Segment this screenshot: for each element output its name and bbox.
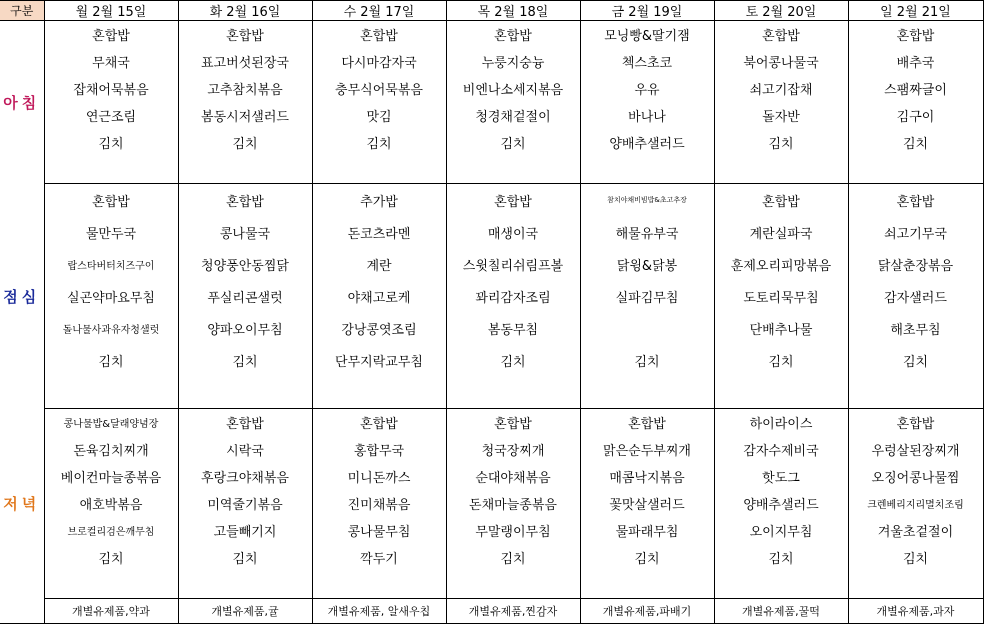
lunch-row xyxy=(0,280,983,312)
menu-item-dinner-tue: 후랑크야채볶음 xyxy=(178,463,312,490)
menu-item-lunch-tue: 콩나물국 xyxy=(178,216,312,248)
menu-item-lunch-fri: 참치야채비빔밥&초고추장 xyxy=(580,184,714,217)
menu-item-breakfast-thu: 청경채겉절이 xyxy=(446,102,580,129)
menu-item-dinner-wed: 진미채볶음 xyxy=(312,490,446,517)
lunch-row xyxy=(0,248,983,280)
day-header-tue: 화 2월 16일 xyxy=(178,1,312,21)
menu-item-dinner-fri: 맑은순두부찌개 xyxy=(580,436,714,463)
menu-item-dinner-tue: 고들빼기지 xyxy=(178,517,312,544)
menu-item-breakfast-mon xyxy=(44,156,178,184)
menu-item-dinner-thu xyxy=(446,571,580,599)
menu-item-breakfast-fri: 바나나 xyxy=(580,102,714,129)
menu-item-dinner-sat: 양배추샐러드 xyxy=(714,490,848,517)
menu-item-dinner-sun: 혼합밥 xyxy=(848,409,983,437)
menu-item-breakfast-sun: 김치 xyxy=(848,129,983,156)
menu-item-dinner-tue: 미역줄기볶음 xyxy=(178,490,312,517)
menu-item-lunch-mon: 김치 xyxy=(44,344,178,376)
menu-item-breakfast-thu xyxy=(446,156,580,184)
menu-item-breakfast-tue: 봄동시저샐러드 xyxy=(178,102,312,129)
day-header-mon: 월 2월 15일 xyxy=(44,1,178,21)
menu-item-dinner-wed: 혼합밥 xyxy=(312,409,446,437)
menu-item-breakfast-wed xyxy=(312,156,446,184)
menu-item-lunch-wed xyxy=(312,376,446,409)
menu-item-breakfast-fri: 우유 xyxy=(580,75,714,102)
menu-item-breakfast-fri: 양배추샐러드 xyxy=(580,129,714,156)
menu-item-breakfast-mon: 연근조림 xyxy=(44,102,178,129)
menu-item-lunch-thu xyxy=(446,376,580,409)
menu-item-breakfast-thu: 김치 xyxy=(446,129,580,156)
menu-item-breakfast-tue: 혼합밥 xyxy=(178,21,312,49)
snack-item-thu: 개별유제품,찐감자 xyxy=(446,599,580,624)
menu-item-breakfast-sun: 스팸짜글이 xyxy=(848,75,983,102)
menu-item-dinner-wed: 홍합무국 xyxy=(312,436,446,463)
menu-item-lunch-thu: 꽈리감자조림 xyxy=(446,280,580,312)
menu-item-breakfast-thu: 누룽지숭늉 xyxy=(446,48,580,75)
menu-item-lunch-tue: 청양풍안동찜닭 xyxy=(178,248,312,280)
menu-item-dinner-sat xyxy=(714,571,848,599)
menu-item-dinner-thu: 청국장찌개 xyxy=(446,436,580,463)
menu-item-lunch-fri: 김치 xyxy=(580,344,714,376)
dinner-label: 저녁 xyxy=(0,409,44,599)
snack-row-label xyxy=(0,599,44,624)
menu-item-dinner-sat: 김치 xyxy=(714,544,848,571)
menu-item-lunch-mon: 물만두국 xyxy=(44,216,178,248)
menu-item-breakfast-tue: 김치 xyxy=(178,129,312,156)
menu-item-lunch-fri: 닭윙&닭봉 xyxy=(580,248,714,280)
snack-item-sun: 개별유제품,과자 xyxy=(848,599,983,624)
menu-item-lunch-sat: 김치 xyxy=(714,344,848,376)
menu-item-lunch-thu: 김치 xyxy=(446,344,580,376)
menu-item-dinner-sun: 김치 xyxy=(848,544,983,571)
lunch-row xyxy=(0,344,983,376)
snack-row xyxy=(0,599,983,624)
menu-item-dinner-mon: 애호박볶음 xyxy=(44,490,178,517)
menu-item-dinner-thu: 무말랭이무침 xyxy=(446,517,580,544)
breakfast-row xyxy=(0,21,983,49)
lunch-label: 점심 xyxy=(0,184,44,409)
menu-item-lunch-tue: 혼합밥 xyxy=(178,184,312,217)
menu-item-dinner-sun: 오징어콩나물찜 xyxy=(848,463,983,490)
menu-item-dinner-wed: 콩나물무침 xyxy=(312,517,446,544)
menu-item-lunch-sat: 단배추나물 xyxy=(714,312,848,344)
menu-item-breakfast-sun xyxy=(848,156,983,184)
menu-item-dinner-sun: 우렁살된장찌개 xyxy=(848,436,983,463)
menu-item-dinner-thu: 김치 xyxy=(446,544,580,571)
menu-item-lunch-wed: 야채고로케 xyxy=(312,280,446,312)
menu-item-dinner-thu: 순대야채볶음 xyxy=(446,463,580,490)
menu-item-lunch-tue xyxy=(178,376,312,409)
menu-item-dinner-thu: 돈채마늘종볶음 xyxy=(446,490,580,517)
menu-item-dinner-fri: 혼합밥 xyxy=(580,409,714,437)
menu-item-dinner-sat: 핫도그 xyxy=(714,463,848,490)
breakfast-label: 아침 xyxy=(0,21,44,184)
breakfast-row xyxy=(0,48,983,75)
lunch-row xyxy=(0,216,983,248)
menu-item-lunch-thu: 봄동무침 xyxy=(446,312,580,344)
menu-item-dinner-tue xyxy=(178,571,312,599)
lunch-row xyxy=(0,312,983,344)
menu-item-lunch-thu: 매생이국 xyxy=(446,216,580,248)
menu-item-dinner-tue: 혼합밥 xyxy=(178,409,312,437)
menu-item-lunch-wed: 강낭콩엿조림 xyxy=(312,312,446,344)
menu-item-dinner-fri: 매콤낙지볶음 xyxy=(580,463,714,490)
menu-item-lunch-mon: 랍스타버터치즈구이 xyxy=(44,248,178,280)
menu-item-dinner-fri: 김치 xyxy=(580,544,714,571)
menu-item-dinner-mon: 베이컨마늘종볶음 xyxy=(44,463,178,490)
menu-item-lunch-fri: 실파김무침 xyxy=(580,280,714,312)
menu-item-lunch-mon: 혼합밥 xyxy=(44,184,178,217)
menu-item-breakfast-mon: 잡채어묵볶음 xyxy=(44,75,178,102)
menu-item-breakfast-fri xyxy=(580,156,714,184)
day-header-sun: 일 2월 21일 xyxy=(848,1,983,21)
menu-item-breakfast-sat xyxy=(714,156,848,184)
menu-item-dinner-sun xyxy=(848,571,983,599)
menu-item-breakfast-sun: 배추국 xyxy=(848,48,983,75)
menu-item-dinner-mon: 김치 xyxy=(44,544,178,571)
menu-item-lunch-sun: 해초무침 xyxy=(848,312,983,344)
menu-item-breakfast-mon: 혼합밥 xyxy=(44,21,178,49)
menu-item-dinner-mon: 브로컬리검은깨무침 xyxy=(44,517,178,544)
menu-item-breakfast-fri: 첵스초코 xyxy=(580,48,714,75)
menu-item-lunch-fri xyxy=(580,312,714,344)
menu-item-lunch-fri: 해물유부국 xyxy=(580,216,714,248)
snack-item-tue: 개별유제품,귤 xyxy=(178,599,312,624)
lunch-row xyxy=(0,376,983,409)
menu-item-dinner-tue: 시락국 xyxy=(178,436,312,463)
breakfast-row xyxy=(0,102,983,129)
menu-item-dinner-wed: 미니돈까스 xyxy=(312,463,446,490)
menu-item-lunch-mon: 돌나물사과유자청샐럿 xyxy=(44,312,178,344)
dinner-row xyxy=(0,571,983,599)
menu-item-lunch-wed: 단무지락교무침 xyxy=(312,344,446,376)
menu-item-dinner-sat: 감자수제비국 xyxy=(714,436,848,463)
snack-item-fri: 개별유제품,파배기 xyxy=(580,599,714,624)
header-row xyxy=(0,1,983,21)
menu-item-lunch-tue: 푸실리콘샐럿 xyxy=(178,280,312,312)
menu-item-lunch-sun: 혼합밥 xyxy=(848,184,983,217)
menu-item-dinner-sat: 하이라이스 xyxy=(714,409,848,437)
menu-item-breakfast-thu: 비엔나소세지볶음 xyxy=(446,75,580,102)
menu-item-lunch-sun: 쇠고기무국 xyxy=(848,216,983,248)
day-header-sat: 토 2월 20일 xyxy=(714,1,848,21)
lunch-row xyxy=(0,184,983,217)
menu-item-lunch-fri xyxy=(580,376,714,409)
menu-item-lunch-wed: 계란 xyxy=(312,248,446,280)
dinner-row xyxy=(0,409,983,437)
menu-item-breakfast-wed: 맛김 xyxy=(312,102,446,129)
menu-item-breakfast-fri: 모닝빵&딸기잼 xyxy=(580,21,714,49)
menu-item-dinner-sun: 크렌베리지리멸치조림 xyxy=(848,490,983,517)
breakfast-row xyxy=(0,75,983,102)
menu-item-dinner-sat: 오이지무침 xyxy=(714,517,848,544)
menu-item-breakfast-wed: 다시마감자국 xyxy=(312,48,446,75)
snack-item-wed: 개별유제품, 알새우칩 xyxy=(312,599,446,624)
dinner-row xyxy=(0,490,983,517)
menu-item-lunch-mon xyxy=(44,376,178,409)
breakfast-row xyxy=(0,156,983,184)
menu-item-lunch-tue: 김치 xyxy=(178,344,312,376)
dinner-row xyxy=(0,517,983,544)
menu-item-breakfast-tue xyxy=(178,156,312,184)
menu-item-lunch-sat: 훈제오리피망볶음 xyxy=(714,248,848,280)
menu-item-dinner-fri: 물파래무침 xyxy=(580,517,714,544)
menu-item-lunch-sat: 도토리묵무침 xyxy=(714,280,848,312)
menu-item-lunch-sat xyxy=(714,376,848,409)
menu-item-dinner-wed xyxy=(312,571,446,599)
menu-item-breakfast-wed: 충무식어묵볶음 xyxy=(312,75,446,102)
menu-item-lunch-wed: 추가밥 xyxy=(312,184,446,217)
menu-item-breakfast-wed: 혼합밥 xyxy=(312,21,446,49)
snack-item-mon: 개별유제품,약과 xyxy=(44,599,178,624)
menu-item-lunch-sun: 감자샐러드 xyxy=(848,280,983,312)
menu-item-breakfast-mon: 김치 xyxy=(44,129,178,156)
menu-item-dinner-wed: 깍두기 xyxy=(312,544,446,571)
menu-item-dinner-fri: 꽃맛살샐러드 xyxy=(580,490,714,517)
corner-label: 구분 xyxy=(0,1,44,21)
menu-item-dinner-fri xyxy=(580,571,714,599)
menu-item-lunch-wed: 돈코츠라멘 xyxy=(312,216,446,248)
menu-item-lunch-sat: 혼합밥 xyxy=(714,184,848,217)
menu-item-breakfast-thu: 혼합밥 xyxy=(446,21,580,49)
day-header-wed: 수 2월 17일 xyxy=(312,1,446,21)
day-header-fri: 금 2월 19일 xyxy=(580,1,714,21)
menu-item-lunch-sun xyxy=(848,376,983,409)
menu-item-dinner-tue: 김치 xyxy=(178,544,312,571)
menu-item-lunch-tue: 양파오이무침 xyxy=(178,312,312,344)
menu-item-lunch-sat: 계란실파국 xyxy=(714,216,848,248)
menu-item-dinner-thu: 혼합밥 xyxy=(446,409,580,437)
menu-item-dinner-mon xyxy=(44,571,178,599)
menu-item-lunch-mon: 실곤약마요무침 xyxy=(44,280,178,312)
menu-item-breakfast-tue: 표고버섯된장국 xyxy=(178,48,312,75)
menu-item-lunch-thu: 스윗칠리쉬림프볼 xyxy=(446,248,580,280)
day-header-thu: 목 2월 18일 xyxy=(446,1,580,21)
menu-item-breakfast-wed: 김치 xyxy=(312,129,446,156)
menu-item-breakfast-sat: 돌자반 xyxy=(714,102,848,129)
menu-item-lunch-sun: 닭살춘장볶음 xyxy=(848,248,983,280)
menu-item-breakfast-sun: 김구이 xyxy=(848,102,983,129)
dinner-row xyxy=(0,463,983,490)
menu-item-breakfast-sat: 북어콩나물국 xyxy=(714,48,848,75)
dinner-row xyxy=(0,436,983,463)
menu-item-breakfast-mon: 무채국 xyxy=(44,48,178,75)
menu-item-breakfast-tue: 고추참치볶음 xyxy=(178,75,312,102)
dinner-row xyxy=(0,544,983,571)
menu-item-breakfast-sat: 쇠고기잡채 xyxy=(714,75,848,102)
menu-item-lunch-thu: 혼합밥 xyxy=(446,184,580,217)
menu-item-lunch-sun: 김치 xyxy=(848,344,983,376)
menu-item-breakfast-sun: 혼합밥 xyxy=(848,21,983,49)
breakfast-row xyxy=(0,129,983,156)
menu-item-breakfast-sat: 김치 xyxy=(714,129,848,156)
menu-item-dinner-sun: 겨울초겉절이 xyxy=(848,517,983,544)
snack-item-sat: 개별유제품,꿀떡 xyxy=(714,599,848,624)
menu-item-dinner-mon: 돈육김치찌개 xyxy=(44,436,178,463)
menu-item-dinner-mon: 콩나물밥&달래양념장 xyxy=(44,409,178,437)
menu-item-breakfast-sat: 혼합밥 xyxy=(714,21,848,49)
